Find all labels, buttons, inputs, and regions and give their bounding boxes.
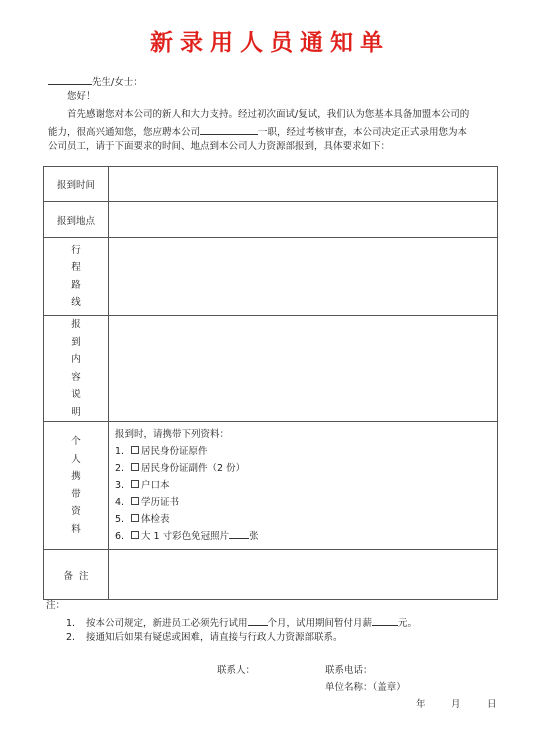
list-item: 2. 居民身份证副件（2 份） [115,463,246,474]
report-place-label: 报到地点 [44,202,109,238]
checkbox-household[interactable] [131,480,139,488]
greeting: 您好！ [67,91,96,102]
report-time-value[interactable] [109,167,498,202]
position-blank[interactable] [200,124,258,135]
name-blank[interactable] [48,74,92,85]
remarks-value[interactable] [109,550,498,600]
date-month: 月 [451,699,461,710]
report-place-value[interactable] [109,202,498,238]
note-2: 2. 接通知后如果有疑虑或困难，请直接与行政人力资源部联系。 [66,632,343,643]
route-value[interactable] [109,238,498,316]
row-report-content [44,316,498,422]
checkbox-id-original[interactable] [131,446,139,454]
contact-label: 联系人： [217,665,256,676]
intro-line-1: 首先感谢您对本公司的新人和大力支持。经过初次面试/复试，我们认为您基本具备加盟本公司的 [67,109,470,120]
page-title: 新录用人员通知单 [150,30,390,56]
checkbox-diploma[interactable] [131,497,139,505]
report-time-label: 报到时间 [44,167,109,202]
date-day: 日 [487,699,497,710]
row-route [44,238,498,316]
row-report-time [44,167,498,202]
row-personal-items [44,422,498,550]
checkbox-photo[interactable] [131,531,139,539]
notice-table [43,166,498,600]
salutation-suffix: 先生/女士： [92,77,143,88]
notes-label: 注： [46,600,66,611]
salutation-line [48,74,143,90]
report-content-label: 报到内容说明 [71,319,81,418]
checkbox-id-copy[interactable] [131,463,139,471]
intro-line-2a: 能力，很高兴通知您，您应聘本公司 [48,127,201,138]
date-year: 年 [416,699,426,710]
checkbox-medical[interactable] [131,514,139,522]
list-item: 6. 大 1 寸彩色免冠照片 张 [115,528,497,545]
intro-line-3: 公司员工，请于下面要求的时间、地点到本公司人力资源部报到，具体要求如下： [48,141,391,152]
items-intro: 报到时，请携带下列资料： [115,429,230,440]
intro-line-2b: 一职，经过考核审查，本公司决定正式录用您为本 [258,127,468,138]
list-item: 5. 体检表 [115,514,170,525]
row-report-place [44,202,498,238]
personal-items-value [109,422,498,550]
row-remarks [44,550,498,600]
list-item: 4. 学历证书 [115,497,180,508]
trial-months-blank[interactable] [248,615,268,626]
list-item: 1. 居民身份证原件 [115,446,208,457]
photo-count-blank[interactable] [229,528,249,539]
report-content-label-cell [44,316,109,422]
salary-blank[interactable] [372,615,398,626]
phone-label: 联系电话： [325,665,373,676]
list-item: 3. 户口本 [115,480,170,491]
note-1: 1. 按本公司规定，新进员工必须先行试用 个月，试用期间暂付月薪 元。 [66,615,417,631]
remarks-label: 备 注 [44,550,109,600]
route-label-cell [44,238,109,316]
intro-line-2 [48,124,467,140]
unit-label: 单位名称：（盖章） [325,682,406,693]
personal-items-label: 个人携带资料 [71,436,81,535]
report-content-value[interactable] [109,316,498,422]
route-label: 行程路线 [71,244,81,308]
personal-items-label-cell [44,422,109,550]
